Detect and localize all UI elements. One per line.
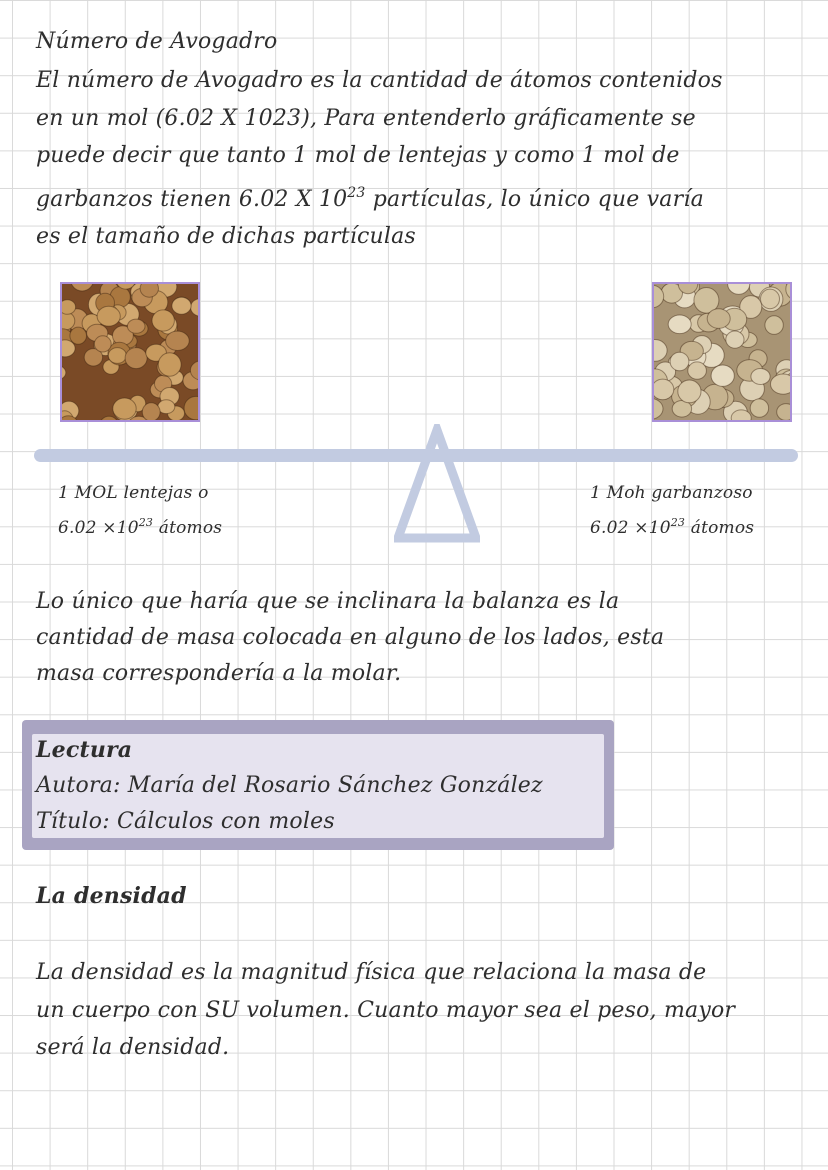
- density-heading: La densidad: [36, 883, 187, 909]
- left-label-line: 1 MOL lentejas o: [58, 483, 209, 503]
- intro-text: garbanzos tienen 6.02 X 10: [36, 186, 348, 212]
- exponent: 23: [138, 516, 154, 529]
- intro-line: puede decir que tanto 1 mol de lentejas y como 1 mol de: [36, 143, 680, 168]
- intro-line: en un mol (6.02 X 1023), Para entenderlo gráficamente se: [36, 105, 696, 131]
- left-pan-label: [58, 478, 222, 543]
- conclusion-line: masa correspondería a la molar.: [36, 661, 402, 686]
- right-pan-label: [590, 478, 754, 543]
- conclusion-paragraph: [36, 584, 806, 692]
- exponent: 23: [670, 516, 686, 529]
- left-label-unit: átomos: [153, 518, 223, 538]
- right-label-base: 6.02 ×10: [590, 518, 671, 538]
- conclusion-line: Lo único que haría que se inclinara la balanza es la: [36, 589, 620, 614]
- density-line: un cuerpo con SU volumen. Cuanto mayor sea el peso, mayor: [36, 997, 736, 1023]
- left-label-base: 6.02 ×10: [58, 518, 139, 538]
- reading-label: Lectura: [36, 737, 133, 763]
- reading-text: [36, 732, 543, 840]
- balance-fulcrum-icon: [394, 424, 480, 546]
- lentils-photo: [60, 282, 200, 422]
- chickpeas-photo: [652, 282, 792, 422]
- exponent: 23: [347, 184, 366, 201]
- density-line: La densidad es la magnitud física que relaciona la masa de: [36, 960, 707, 985]
- density-line: será la densidad.: [36, 1035, 230, 1060]
- intro-line: [36, 175, 806, 219]
- density-paragraph: [36, 954, 806, 1067]
- intro-text: partículas, lo único que varía: [365, 186, 704, 212]
- left-label-line: [58, 508, 222, 543]
- intro-paragraph: [36, 62, 806, 256]
- right-label-line: [590, 508, 754, 543]
- page-title: Número de Avogadro: [36, 29, 278, 54]
- reading-title: Título: Cálculos con moles: [36, 809, 335, 834]
- intro-line: El número de Avogadro es la cantidad de átomos contenidos: [36, 68, 723, 93]
- right-label-line: 1 Moh garbanzoso: [590, 483, 753, 503]
- intro-line: es el tamaño de dichas partículas: [36, 224, 416, 249]
- conclusion-line: cantidad de masa colocada en alguno de los lados, esta: [36, 625, 665, 650]
- reading-author: Autora: María del Rosario Sánchez González: [36, 773, 543, 798]
- right-label-unit: átomos: [685, 518, 755, 538]
